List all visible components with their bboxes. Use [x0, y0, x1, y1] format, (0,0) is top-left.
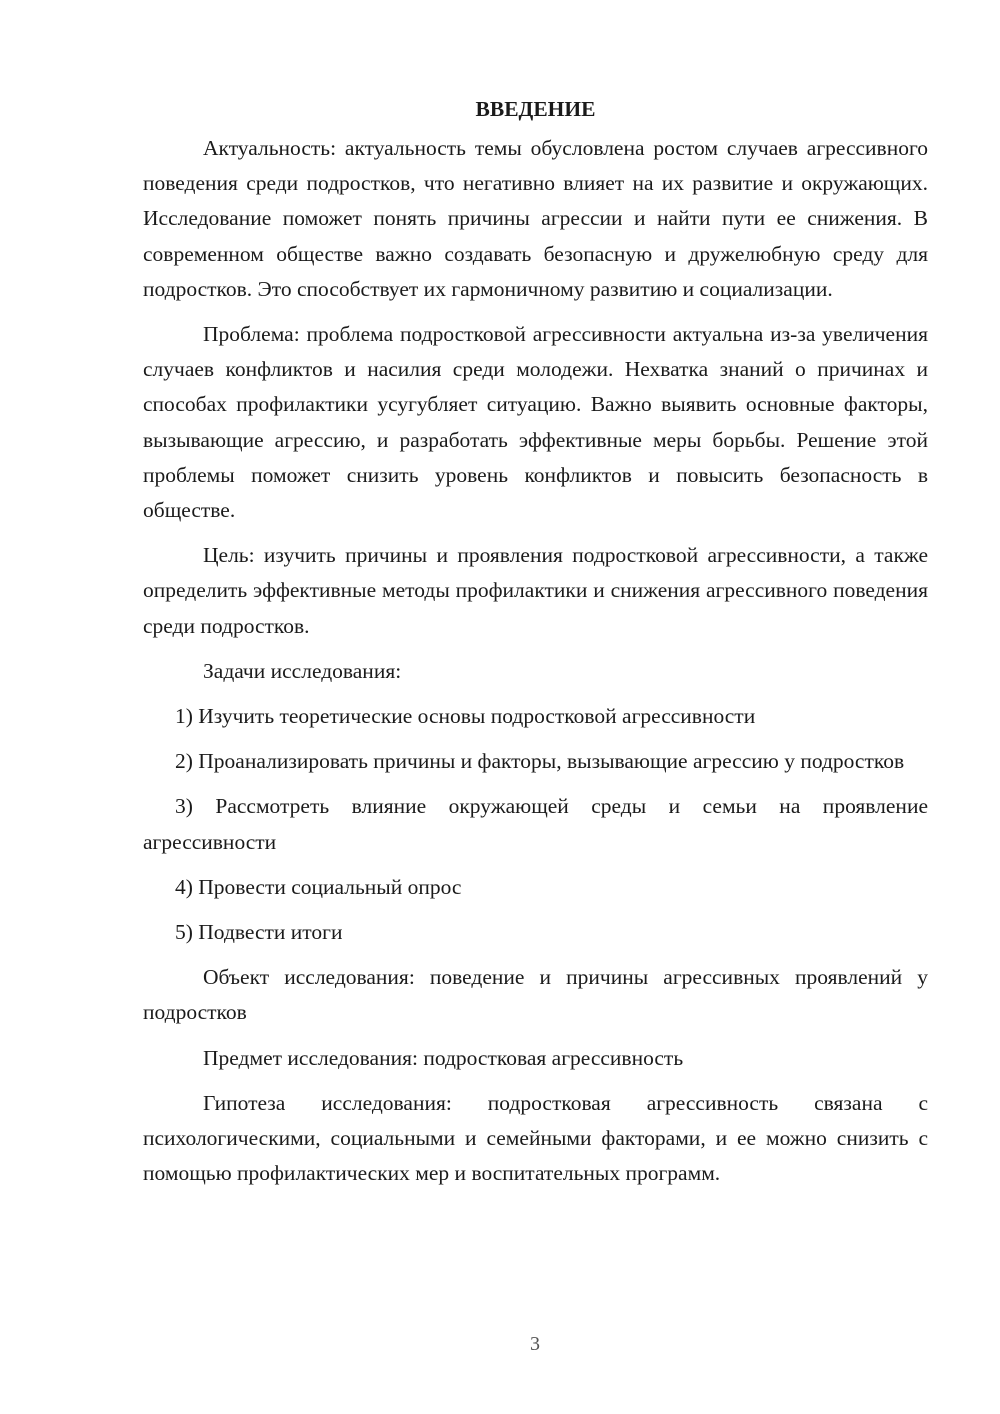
task-item: 3) Рассмотреть влияние окружающей среды и семьи на проявление агрессивности — [143, 794, 928, 854]
task-item: 2) Проанализировать причины и факторы, вызывающие агрессию у подростков — [175, 749, 905, 774]
document-page — [143, 92, 928, 1191]
task-item: 1) Изучить теоретические основы подростковой агрессивности — [175, 704, 756, 729]
subject-paragraph: Предмет исследования: подростковая агрессивность — [203, 1045, 684, 1070]
task-item: 5) Подвести итоги — [175, 920, 343, 945]
tasks-title: Задачи исследования: — [203, 658, 402, 683]
problem-paragraph: Проблема: проблема подростковой агрессивности актуальна из-за увеличения случаев конфликтов и насилия среди молодежи. Нехватка знаний о причинах и способах профилактики усугубляет ситуацию. Важно выявить основные факторы, вызывающие агрессию, и разработать эффективные меры борьбы. Решение этой проблемы поможет снизить уровень конфликтов и повысить безопасность в обществе. — [143, 322, 928, 523]
goal-paragraph: Цель: изучить причины и проявления подростковой агрессивности, а также определить эффективные методы профилактики и снижения агрессивного поведения среди подростков. — [143, 543, 928, 638]
section-heading: ВВЕДЕНИЕ — [475, 97, 596, 121]
object-paragraph: Объект исследования: поведение и причины агрессивных проявлений у подростков — [143, 965, 928, 1025]
relevance-paragraph: Актуальность: актуальность темы обусловлена ростом случаев агрессивного поведения среди подростков, что негативно влияет на их развитие и окружающих. Исследование поможет понять причины агрессии и найти пути ее снижения. В современном обществе важно создавать безопасную и дружелюбную среду для подростков. Это способствует их гармоничному развитию и социализации. — [143, 136, 928, 301]
page-number: 3 — [530, 1333, 540, 1355]
task-item: 4) Провести социальный опрос — [175, 874, 462, 899]
hypothesis-paragraph: Гипотеза исследования: подростковая агрессивность связана с психологическими, социальными и семейными факторами, и ее можно снизить с помощью профилактических мер и воспитательных программ. — [143, 1090, 928, 1186]
